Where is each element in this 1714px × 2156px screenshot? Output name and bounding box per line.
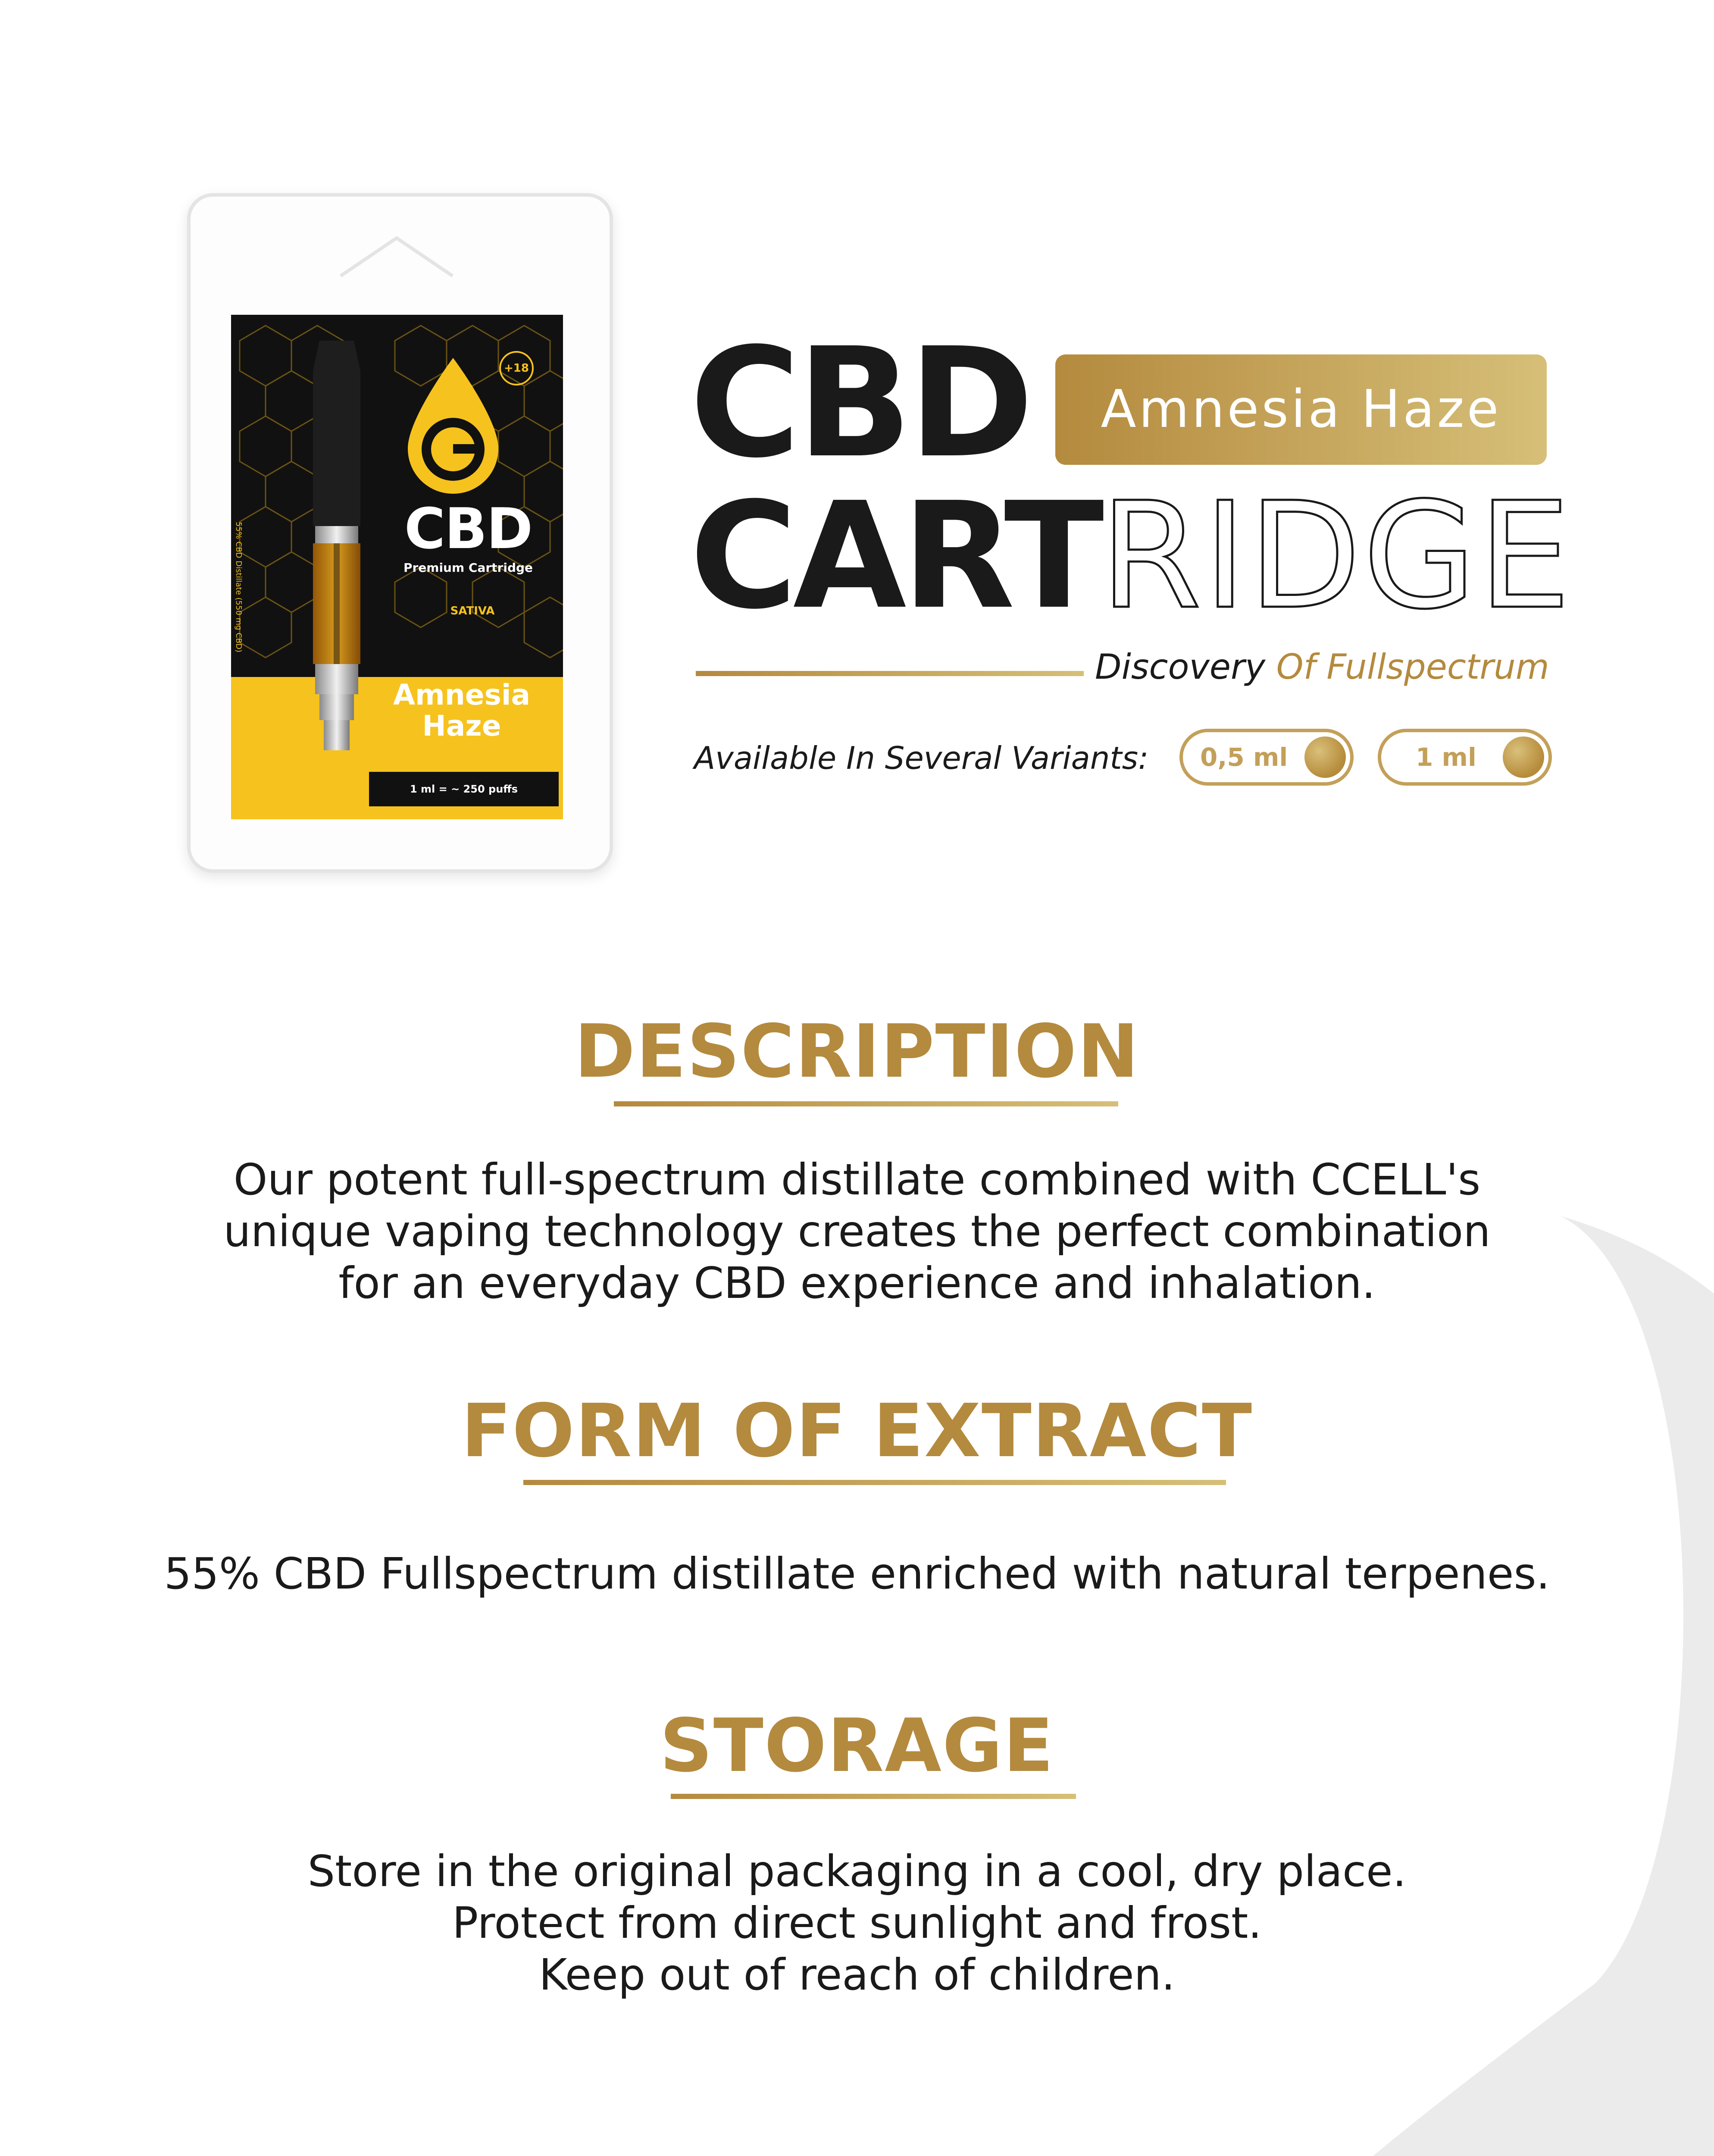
card-brand: CBD bbox=[404, 496, 532, 561]
variant-option-0-5ml[interactable] bbox=[1179, 729, 1354, 786]
card-strain-name: Amnesia Haze bbox=[393, 678, 531, 743]
tagline-main: Discovery bbox=[1095, 647, 1276, 687]
form-of-extract-rule bbox=[523, 1480, 1226, 1485]
storage-line: Protect from direct sunlight and frost. bbox=[452, 1898, 1262, 1948]
variant-dot-icon bbox=[1304, 736, 1346, 778]
variant-dot-icon bbox=[1503, 736, 1544, 778]
hang-tab bbox=[332, 233, 461, 280]
product-card bbox=[231, 315, 563, 819]
form-of-extract-title: FORM OF EXTRACT bbox=[461, 1388, 1253, 1474]
storage-title: STORAGE bbox=[660, 1703, 1054, 1789]
card-side-text: 55% CBD Distillate (550 mg CBD) bbox=[234, 522, 243, 652]
description-title: DESCRIPTION bbox=[574, 1009, 1140, 1094]
strain-name-badge: Amnesia Haze bbox=[1055, 354, 1547, 465]
droplet-logo-icon bbox=[403, 358, 503, 496]
title-cbd: CBD bbox=[690, 315, 1031, 491]
strain-type: SATIVA bbox=[450, 605, 495, 617]
description-rule bbox=[614, 1101, 1118, 1106]
title-cart-bold: CART bbox=[690, 471, 1100, 642]
cartridge-image bbox=[296, 328, 378, 759]
variant-label: 1 ml bbox=[1416, 743, 1476, 772]
storage-rule bbox=[671, 1794, 1076, 1799]
title-ridge-outline: RIDGE bbox=[1100, 471, 1573, 642]
storage-text bbox=[0, 1846, 1714, 2001]
age-18-badge: +18 bbox=[499, 351, 534, 385]
card-puffs-label: 1 ml = ~ 250 puffs bbox=[369, 772, 559, 806]
form-of-extract-line: 55% CBD Fullspectrum distillate enriched with natural terpenes. bbox=[164, 1548, 1550, 1599]
tagline-rule bbox=[696, 671, 1084, 676]
tagline-accent: Of Fullspectrum bbox=[1276, 647, 1549, 687]
card-subtitle: Premium Cartridge bbox=[403, 561, 533, 575]
tagline bbox=[1095, 647, 1549, 687]
storage-line: Keep out of reach of children. bbox=[539, 1949, 1175, 2000]
title-cartridge bbox=[690, 471, 1573, 642]
description-line: unique vaping technology creates the perfect combination bbox=[223, 1206, 1491, 1257]
variant-label: 0,5 ml bbox=[1200, 743, 1288, 772]
variant-option-1ml[interactable] bbox=[1378, 729, 1552, 786]
storage-line: Store in the original packaging in a cool, dry place. bbox=[307, 1846, 1407, 1896]
variants-label: Available In Several Variants: bbox=[694, 740, 1149, 776]
description-text bbox=[0, 1154, 1714, 1309]
description-line: for an everyday CBD experience and inhalation. bbox=[338, 1258, 1376, 1308]
form-of-extract-text bbox=[0, 1548, 1714, 1600]
description-line: Our potent full-spectrum distillate combined with CCELL's bbox=[233, 1154, 1481, 1205]
